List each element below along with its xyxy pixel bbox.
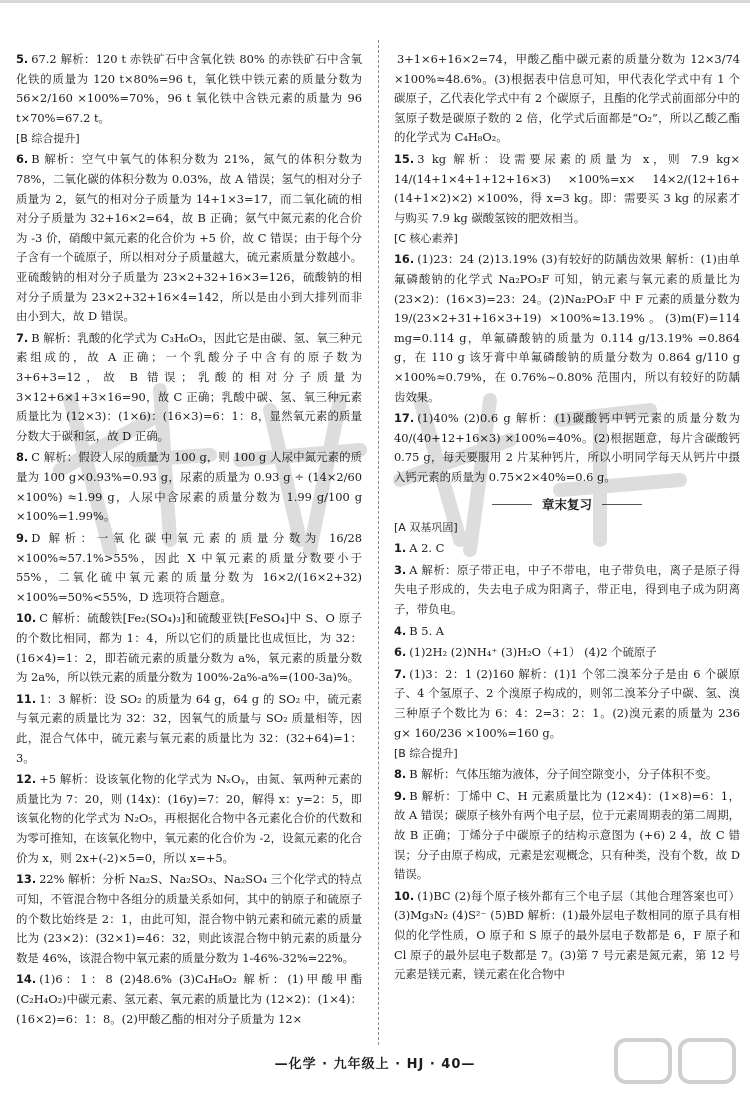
answer-item [394,643,740,663]
top-rule [0,0,750,3]
answer-text: 22% 解析：分析 Na₂S、Na₂SO₃、Na₂SO₄ 三个化学式的特点可知，不管混合物中各组分的质量关系如何，其中的钠原子和硫原子的个数比始终是 2：1，由此可知，混合物中钠元素和硫元素的质量比为 (23×2)：(32×1)=46：32，则此该混合物中钠元素的质量分数是 46%，该混合物中氧元素的质量分数为 1-46%-32%=22%。 [16,872,362,965]
answer-item [394,765,740,785]
answer-text: 1：3 解析：设 SO₂ 的质量为 64 g，64 g 的 SO₂ 中，硫元素与氧元素的质量比为 32：32，因氧气的质量与 SO₂ 质量相等，因此，混合气体中，硫元素与氧元素的质量比为 32：(32+64)=1：3。 [16,691,362,765]
answer-text: B 解析：空气中氧气的体积分数为 21%，氮气的体积分数为 78%，二氧化碳的体积分数为 0.03%，故 A 错误；氢气的相对分子质量为 2，氨气的相对分子质量为 14+1×3=17，而二氧化硫的相对分子质量为 32+16×2=64，故 B 正确；氨气中氮元素的化合价为 -3 价，硝酸中氮元素的化合价为 +5 价，故 C 错误；由于每个分子含有一个硫原子，所以相对分子质量越大，硫元素质量分数越小。亚硫酸钠的相对分子质量为 23×2+32+16×3=126，硫酸钠的相对分子质量为 23×2+32+16×4=142，所以是由小到大排列而非由小到大，故 D 错误。 [16,152,362,324]
answer-item [394,50,740,148]
section-heading: [B 综合提升] [16,132,80,146]
answer-text: (1)2H₂ (2)NH₄⁺ (3)H₂O（+1） (4)2 个硫原子 [409,645,657,660]
answer-item [16,329,362,447]
chapter-title: 章末复习 [532,497,602,512]
answer-item [16,50,362,128]
answer-item [16,529,362,607]
question-number: 9. [16,530,29,545]
answer-item [16,609,362,687]
question-number: 13. [16,872,37,887]
answer-text: B 5. A [409,623,444,638]
answer-item [16,870,362,968]
answer-text: B 解析：气体压缩为液体，分子间空隙变小，分子体积不变。 [409,767,718,782]
answer-text: +5 解析：设该氧化物的化学式为 NₓOᵧ，由氮、氧两种元素的质量比为 7：20，则 (14x)：(16y)=7：20，解得 x：y=2：5，即该氧化物的化学式为 N₂O₅，再根据化合物中各元素化合价的代数和为零可推知，在该氧化物中，氧元素的化合价为 -2，设氮元素的化合价为 x，则 2x+(-2)×5=0，所以 x=+5。 [16,772,362,865]
answer-text: A 2. C [409,541,445,556]
answer-item [16,970,362,1029]
question-number: 14. [16,972,37,987]
question-number: 15. [394,152,415,167]
answer-text: (1)40% (2)0.6 g 解析：(1)碳酸钙中钙元素的质量分数为 40/(40+12+16×3) ×100%=40%。(2)根据题意，每片含碳酸钙 0.75 g，每天要服用 2 片某种钙片，所以小明同学每天从钙片中摄入钙元素的质量为 0.75×2×40%=0.6 g。 [394,411,740,485]
answer-item [394,887,740,985]
question-number: 7. [16,330,29,345]
answer-item [16,690,362,768]
answer-text: (1)23：24 (2)13.19% (3)有较好的防龋齿效果 解析：(1)由单氟磷酸钠的化学式 Na₂PO₃F 可知，钠元素与氧元素的质量比为 (23×2)：(16×3)=23：24。(2)Na₂PO₃F 中 F 元素的质量分数为 19/(23×2+31+16×3+19) ×100%≈13.19%。(3)m(F)=114 mg=0.114 g，单氟磷酸钠的质量为 0.114 g/13.19% =0.864 g，在 110 g 该牙膏中单氟磷酸钠的质量分数为 0.864 g/110 g ×100%≈0.79%，在 0.76%~0.80% 范围内，所以有较好的防龋齿效果。 [394,252,740,404]
answer-text: B 解析：乳酸的化学式为 C₃H₆O₃，因此它是由碳、氢、氧三种元素组成的，故 A 正确；一个乳酸分子中含有的原子数为 3+6+3=12，故 B 错误；乳酸的相对分子质量为 3×12+6×1+3×16=90，故 C 正确；乳酸中碳、氢、氧三种元素质量比为 (12×3)：(1×6)：(16×3)=6：1：8，显然氧元素的质量分数大于碳和氢，故 D 正确。 [16,330,362,443]
answer-item [394,665,740,743]
answer-item [394,561,740,620]
answer-text: 3 kg 解析：设需要尿素的质量为 x，则 7.9 kg× 14/(14+1×4+1+12+16×3) ×100%=x× 14×2/(12+16+(14+1×2)×2) ×100%，得 x=3 kg。即：需要买 3 kg 的尿素才与购买 7.9 kg 碳酸氢铵的肥效相当。 [394,152,740,225]
answer-text: C 解析：硫酸铁[Fe₂(SO₄)₃]和硫酸亚铁[FeSO₄]中 S、O 原子的个数比相同，都为 1：4，所以它们的质量比也成恒比，为 32：(16×4)=1：2，即若硫元素的质量分数为 a%，氧元素的质量分数为 2a%，所以铁元素的质量分数为 100%-2a%-a%=(100-3a)%。 [16,611,362,685]
section-heading: [B 综合提升] [394,747,458,761]
answer-item [394,150,740,228]
answer-text: 67.2 解析：120 t 赤铁矿石中含氧化铁 80% 的赤铁矿石中含氧化铁的质量为 120 t×80%=96 t，氧化铁中铁元素的质量分数为 56×2/160 ×100%=70%，96 t 氧化铁中含铁元素的质量为 96 t×70%=67.2 t。 [16,52,362,125]
answer-item [394,250,740,407]
answer-item [16,150,362,326]
question-number: 10. [394,888,415,903]
question-number: 7. [394,666,407,681]
question-number: 12. [16,772,37,787]
answer-text: (1)BC (2)每个原子核外都有三个电子层（其他合理答案也可） (3)Mg₃N₂ (4)S²⁻ (5)BD 解析：(1)最外层电子数相同的原子具有相似的化学性质，O 原子和 S 原子的最外层电子数都是 6，F 原子和 Cl 原子的最外层电子数都是 7。(3)第 7 号元素是氮元素，第 12 号元素是镁元素，镁元素在化合物中 [394,888,740,982]
question-number: 3. [394,562,407,577]
column-divider [378,40,379,1045]
section-heading: [C 核心素养] [394,232,458,246]
answer-text: D 解析：一氧化碳中氧元素的质量分数为 16/28 ×100%≈57.1%>55%，因此 X 中氧元素的质量分数要小于 55%，二氧化硫中氧元素的质量分数为 16×2/(16×2+32) ×100%=50%<55%，D 选项符合题意。 [16,530,362,604]
question-number: 1. [394,541,407,556]
answer-text: (1)3：2：1 (2)160 解析：(1)1 个邻二溴苯分子是由 6 个碳原子、4 个氢原子、2 个溴原子构成的，则邻二溴苯分子中碳、氢、溴三种原子个数比为 6：4：2=3：2：1。(2)溴元素的质量为 236 g× 160/236 ×100%=160 g。 [394,666,740,740]
answer-text: 3+1×6+16×2=74，甲酸乙酯中碳元素的质量分数为 12×3/74 ×100%≈48.6%。(3)根据表中信息可知，甲代表化学式中有 1 个碳原子，乙代表化学式中有 2 个碳原子，且酯的化学式前面部分中的氢原子数是碳原子数的 2 倍，化学式后面都是“O₂”，所以乙酸乙酯的化学式为 C₄H₈O₂。 [394,52,740,145]
answer-item [394,622,740,642]
question-number: 6. [394,645,407,660]
answer-item [394,539,740,559]
answer-text: A 解析：原子带正电，中子不带电，电子带负电，离子是原子得失电子形成的，失去电子成为阳离子，带正电，得到电子成为阴离子，带负电。 [394,562,740,616]
question-number: 16. [394,252,415,267]
page-footer: —化学 · 九年级上 · HJ · 40— [274,1057,476,1072]
question-number: 5. [16,52,29,66]
section-heading: [A 双基巩固] [394,521,458,535]
answer-item [394,409,740,487]
right-column [394,50,740,1030]
question-number: 6. [16,152,29,167]
answer-item [394,787,740,885]
question-number: 11. [16,691,37,706]
question-number: 8. [16,450,29,465]
question-number: 10. [16,611,37,626]
question-number: 9. [394,788,407,803]
answer-text: C 解析：假设人尿的质量为 100 g，则 100 g 人尿中氮元素的质量为 100 g×0.93%=0.93 g，尿素的质量为 0.93 g ÷ (14×2/60 ×100%) ≈1.99 g，人尿中含尿素的质量分数为 1.99 g/100 g ×100%=1.99%。 [16,450,362,524]
answer-text: B 解析：丁烯中 C、H 元素质量比为 (12×4)：(1×8)=6：1，故 A 错误；碳原子核外有两个电子层，位于元素周期表的第二周期，故 B 正确；丁烯分子中碳原子的结构示意图为 (+6) 2 4，故 C 错误；分子由原子构成，元素是宏观概念，只有种类，没有个数，故 D 错误。 [394,788,740,882]
question-number: 8. [394,767,407,782]
chapter-heading [394,494,740,516]
question-number: 17. [394,411,415,426]
left-column [16,50,362,1030]
question-number: 4. [394,623,407,638]
answer-item [16,770,362,868]
answer-text: (1)6：1：8 (2)48.6% (3)C₄H₈O₂ 解析：(1)甲酸甲酯(C₂H₄O₂)中碳元素、氢元素、氧元素的质量比为 (12×2)：(1×4)：(16×2)=6：1：8。(2)甲酸乙酯的相对分子质量为 12× [16,972,362,1026]
answer-item [16,448,362,526]
